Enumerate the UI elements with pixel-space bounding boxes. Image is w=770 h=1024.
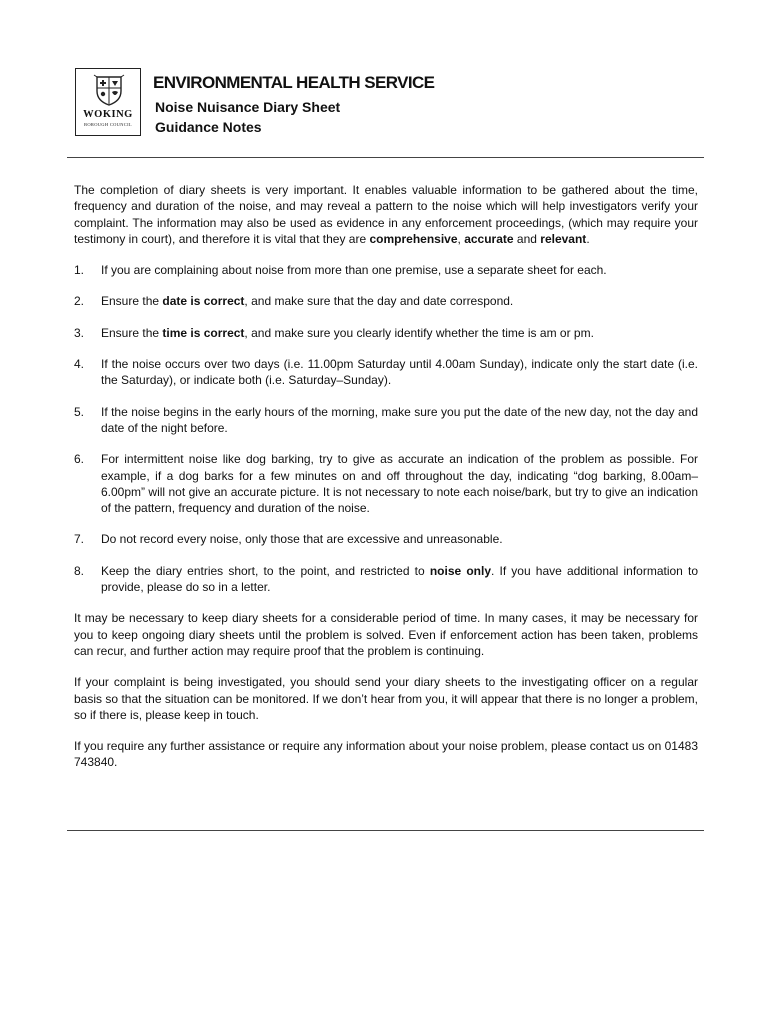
list-item-text: , and make sure that the day and date correspond. (244, 294, 514, 309)
investigation-paragraph: If your complaint is being investigated, you should send your diary sheets to the investigating officer on a regular basis so that the situation can be monitored. If we don’t hear from you, it will appear that there is no longer a problem, so if there is, please keep in touch. (74, 675, 698, 722)
list-item-number: 3. (74, 325, 85, 340)
coat-of-arms-icon (93, 74, 125, 108)
list-item (74, 293, 698, 309)
list-item-text: Ensure the (101, 294, 163, 309)
page-title: ENVIRONMENTAL HEALTH SERVICE (153, 73, 435, 92)
logo-name: WOKING (83, 109, 133, 120)
intro-sep: , (457, 231, 465, 246)
list-item-text: Ensure the (101, 325, 163, 340)
list-item-text: , and make sure you clearly identify whether the time is am or pm. (244, 325, 594, 340)
list-item-text: If the noise occurs over two days (i.e. 11.00pm Saturday until 4.00am Sunday), indicate only the start date (i.e. the Saturday), or indicate both (i.e. Saturday–Sunday). (101, 357, 698, 388)
guidance-list (74, 262, 698, 595)
intro-sep: and (513, 231, 541, 246)
intro-bold-accurate: accurate (464, 231, 514, 246)
list-item-text: Do not record every noise, only those that are excessive and unreasonable. (101, 532, 503, 547)
intro-bold-comprehensive: comprehensive (369, 231, 458, 246)
intro-text: The completion of diary sheets is very important. It enables valuable information to be gathered about the time, frequency and duration of the noise, and may reveal a pattern to the noise which will help investigators verify your complaint. The information may also be used as evidence in any enforcement proceedings, (which may require your testimony in court), and therefore it is vital that they are (74, 183, 698, 246)
list-item (74, 325, 698, 341)
list-item-text: . If you have additional information to provide, please do so in a letter. (101, 563, 699, 595)
intro-paragraph (74, 182, 698, 247)
logo-subtitle: BOROUGH COUNCIL (84, 122, 132, 127)
list-item-number: 7. (74, 532, 85, 547)
header-divider (67, 157, 704, 158)
footer-divider (67, 830, 704, 831)
list-item-number: 8. (74, 563, 85, 578)
list-item-number: 5. (74, 404, 85, 419)
list-item-text: If the noise begins in the early hours of the morning, make sure you put the date of the new day, not the day and date of the night before. (101, 404, 698, 435)
list-item-text: For intermittent noise like dog barking, try to give as accurate an indication of the problem as possible. For example, if a dog barks for a few minutes on and off throughout the day, indicating “dog barking, 8.00am–6.00pm” will not give an accurate picture. It is not necessary to note each noise/bark, but try to give an indication of the pattern, frequency and duration of the noise. (101, 452, 698, 516)
list-item (74, 451, 698, 516)
guidance-body (74, 182, 698, 786)
list-item-number: 4. (74, 357, 85, 372)
list-item-number: 1. (74, 263, 85, 278)
ongoing-paragraph: It may be necessary to keep diary sheets for a considerable period of time. In many cases, it may be necessary for you to keep ongoing diary sheets until the problem is solved. Even if enforcement action has been taken, problems can recur, and further action may require proof that the problem is continuing. (74, 611, 698, 658)
list-item-number: 2. (74, 294, 85, 309)
contact-paragraph: If you require any further assistance or require any information about your noise problem, please contact us on 01483 743840. (74, 739, 698, 770)
intro-bold-relevant: relevant (540, 231, 587, 246)
list-item-text: Keep the diary entries short, to the point, and restricted to (101, 563, 430, 578)
list-item-bold: time is correct (162, 325, 245, 340)
council-logo (75, 68, 141, 136)
list-item-bold: date is correct (162, 294, 245, 309)
document-subtitle-guidance: Guidance Notes (155, 119, 262, 135)
list-item (74, 531, 698, 547)
list-item-text: If you are complaining about noise from more than one premise, use a separate sheet for each. (101, 263, 607, 278)
intro-end: . (586, 231, 590, 246)
document-subtitle: Noise Nuisance Diary Sheet (155, 99, 341, 115)
list-item (74, 262, 698, 278)
list-item (74, 356, 698, 389)
list-item-bold: noise only (429, 563, 491, 578)
list-item (74, 563, 698, 596)
list-item (74, 404, 698, 437)
list-item-number: 6. (74, 452, 85, 467)
